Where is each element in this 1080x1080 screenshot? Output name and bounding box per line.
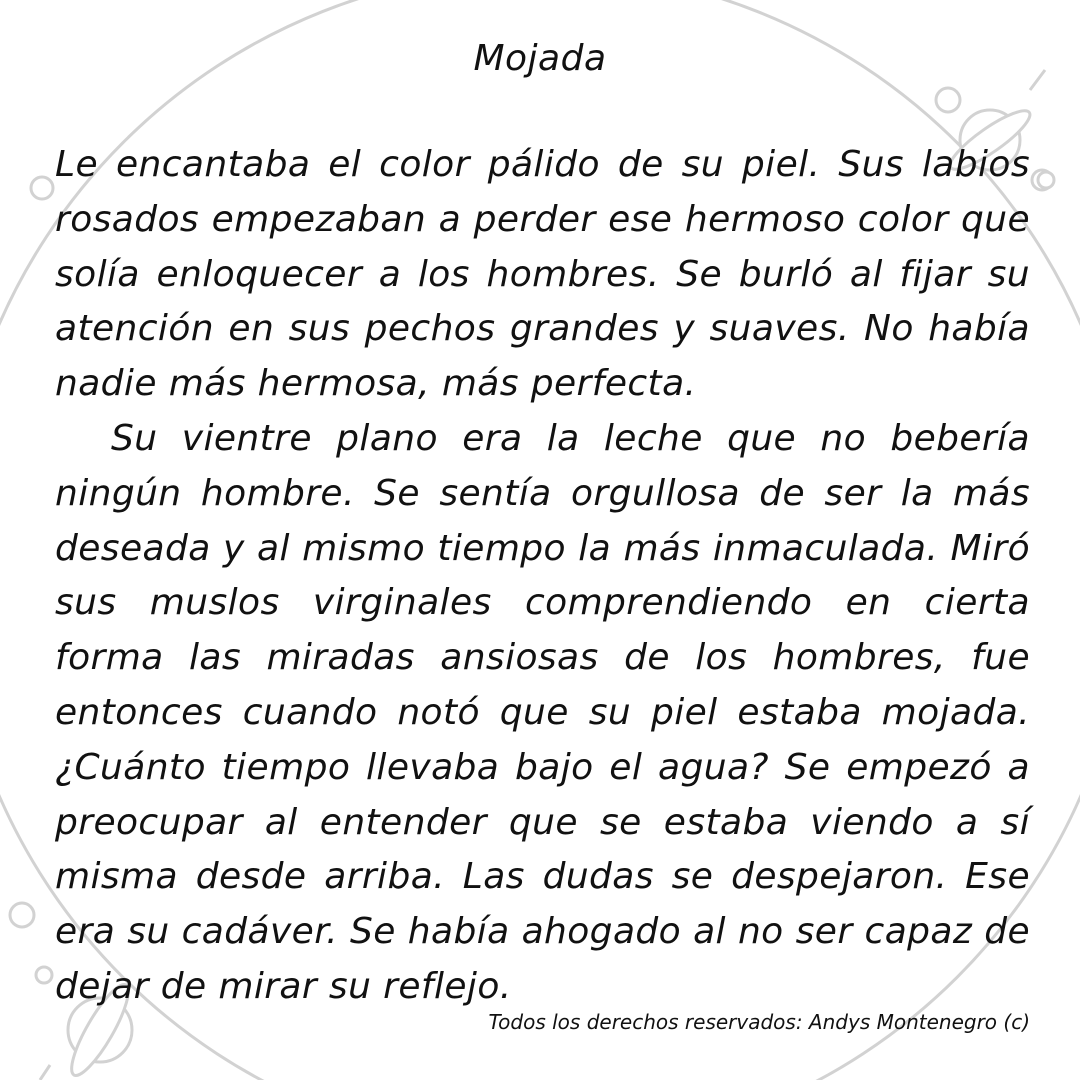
paragraph: Le encantaba el color pálido de su piel. Sus labios rosados empezaban a perder ese hermoso color que solía enloquecer a los hombres. Se burló al fijar su atención en sus pechos grandes y suaves. No había nadie más hermosa, más perfecta.: [55, 144, 1030, 405]
paragraph: Su vientre plano era la leche que no bebería ningún hombre. Se sentía orgullosa de ser la más deseada y al mismo tiempo la más inmaculada. Miró sus muslos virginales comprendiendo en cierta forma las miradas ansiosas de los hombres, fue entonces cuando notó que su piel estaba mojada. ¿Cuánto tiempo llevaba bajo el agua? Se empezó a preocupar al entender que se estaba viendo a sí misma desde arriba. Las dudas se despejaron. Ese era su cadáver. Se había ahogado al no ser capaz de dejar de mirar su reflejo.: [55, 417, 1030, 1007]
story-title: Mojada: [473, 38, 607, 79]
copyright-notice: Todos los derechos reservados: Andys Montenegro (c): [488, 1010, 1030, 1034]
story-body: [55, 138, 1030, 1015]
